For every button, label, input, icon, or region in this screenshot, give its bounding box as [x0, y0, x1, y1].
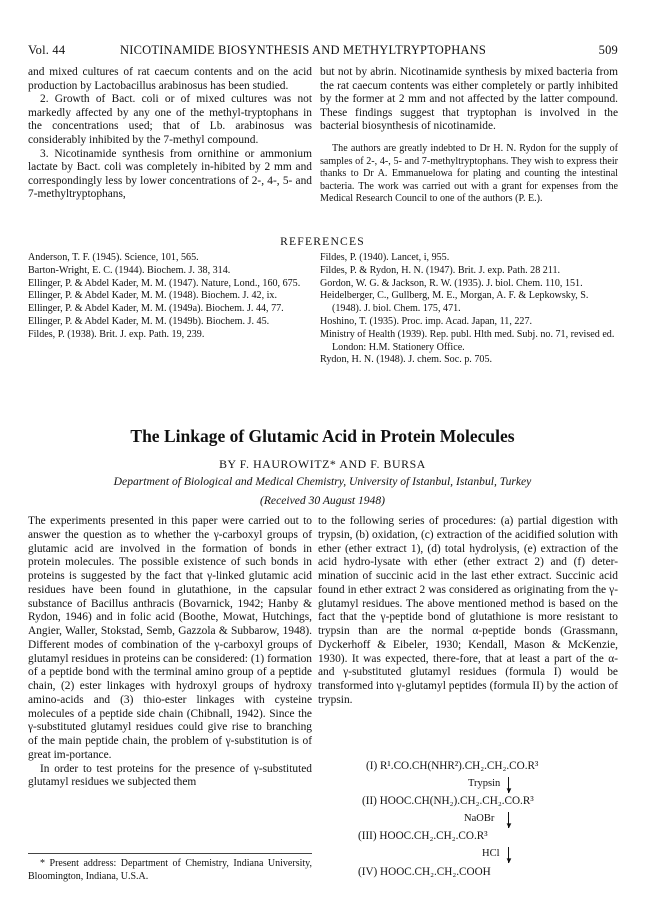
footnote-rule	[28, 853, 312, 854]
body-paragraph: The experiments presented in this paper were carried out to answer the question as to whether the γ-carboxyl groups of glutamic acid are involved in the formation of bonds in protein molecules. The possible existence of such bonds in proteins is suggested by the fact that γ-linked glutamic acid residues have been found in glutathione, in the capsular substance of Bacillus anthracis (Bovarnick, 1942; Hanby & Rydon, 1946) and in folic acid (Boothe, Mowat, Hutchings, Angier, Waller, Stokstad, Semb, Gazzola & Subbarow, 1948). Different modes of combination of the γ-carboxyl groups of glutamyl residues in proteins can be considered: (1) formation of a peptide bond with the terminal amino group of a peptide chain, (2) ester linkages with hydroxyl groups of hydroxy amino-acids and (3) thio-ester linkages with cysteine molecules of a peptide side chain (Chibnall, 1942). Since the γ-substituted glutamyl residues could give rise to branching of the main peptide chain, the problem of γ-substitution is of great im-portance.	[28, 515, 312, 761]
reaction-arrow: ▼	[508, 777, 509, 793]
received-date: (Received 30 August 1948)	[259, 494, 386, 507]
author-affiliation: Department of Biological and Medical Chemistry, University of Istanbul, Istanbul, Turkey	[113, 475, 532, 488]
formula-i: (I) R¹.CO.CH(NHR²).CH₂.CH₂.CO.R³	[366, 760, 539, 772]
reference-entry: Hoshino, T. (1935). Proc. imp. Acad. Japan, 11, 227.	[320, 315, 533, 327]
author-byline: BY F. HAUROWITZ* AND F. BURSA	[219, 457, 426, 471]
body-paragraph: In order to test proteins for the presence of γ-substituted glutamyl residues we subjected them	[28, 762, 312, 789]
previous-article-right-column	[320, 66, 618, 206]
reference-entry: Gordon, W. G. & Jackson, R. W. (1935). J. biol. Chem. 110, 151.	[320, 277, 583, 289]
running-title: NICOTINAMIDE BIOSYNTHESIS AND METHYLTRYPTOPHANS	[120, 43, 487, 57]
summary-paragraph: 2. Growth of Bact. coli or of mixed cultures was not markedly affected by any one of the methyl-tryptophans in the concentrations used; that of Lb. arabinosus was considerably inhibited by the 7-methyl compound.	[28, 93, 312, 146]
acknowledgement: The authors are greatly indebted to Dr H. N. Rydon for the supply of samples of 2-, 4-, 5- and 7-methyltryptophans. They wish to express their thanks to Dr A. Emmanuelowa for plating and counting the intestinal bacteria. The work was carried out with a grant for expenses from the Medical Research Council to one of the authors (P. E.).	[320, 142, 618, 205]
page-number: 509	[598, 43, 618, 57]
volume-number: Vol. 44	[28, 43, 66, 57]
body-paragraph: to the following series of procedures: (a) partial digestion with trypsin, (b) oxidation, (c) extraction of the acidified solution with ether (ether extract 1), (d) total hydrolysis, (e) extraction of the acid hydro-lysate with ether (ether extract 2) and (f) deter-mination of succinic acid in the last ether extract. Succinic acid found in ether extract 2 was considered as originating from the γ-glutamyl residues. The above mentioned method is based on the fact that the γ-peptide bond of glutathione is more resistant to trypsin than are the normal α-peptide bonds (Grassmann, Dyckerhoff & Eibeler, 1930; Kendall, Mason & McKenzie, 1930). It was expected, there-fore, that at least a part of the α- and γ-substituted glutamyl residues (formula I) would be transformed into γ-glutamyl peptides (formula II) by the action of trypsin.	[318, 515, 618, 706]
reference-entry: Fildes, P. (1938). Brit. J. exp. Path. 19, 239.	[28, 328, 205, 340]
summary-paragraph: and mixed cultures of rat caecum contents and on the acid production by Lactobacillus arabinosus has been studied.	[28, 66, 312, 92]
formula-iv: (IV) HOOC.CH₂.CH₂.COOH	[358, 866, 491, 878]
article-right-column	[318, 515, 618, 708]
reference-entry: Fildes, P. & Rydon, H. N. (1947). Brit. J. exp. Path. 28 211.	[320, 264, 561, 276]
reference-entry: Ellinger, P. & Abdel Kader, M. M. (1949b). Biochem. J. 45.	[28, 315, 270, 327]
footnote-text: * Present address: Department of Chemistry, Indiana University, Bloomington, Indiana, U.S.A.	[28, 858, 312, 882]
reference-entry: Anderson, T. F. (1945). Science, 101, 565.	[28, 252, 199, 263]
summary-paragraph: but not by abrin. Nicotinamide synthesis by mixed bacteria from the rat caecum contents was either completely or partly inhibited by the former at 2 mm and not affected by the latter compound. These findings suggest that tryptophan is involved in the bacterial biosynthesis of nicotinamide.	[320, 66, 618, 133]
footnote	[28, 858, 312, 883]
references-heading: REFERENCES	[280, 235, 365, 248]
reaction-arrow: ▼	[508, 847, 509, 863]
article-title: The Linkage of Glutamic Acid in Protein Molecules	[130, 426, 515, 446]
running-head	[28, 43, 618, 59]
references-right-column	[320, 252, 618, 367]
summary-paragraph: 3. Nicotinamide synthesis from ornithine or ammonium lactate by Bact. coli was completely in-hibited by 2 mm and correspondingly less by lower concentrations of 2-, 4-, 5- and 7-methyltryptophans,	[28, 147, 312, 201]
reference-entry: Ellinger, P. & Abdel Kader, M. M. (1947). Nature, Lond., 160, 675.	[28, 277, 301, 289]
previous-article-left-column	[28, 66, 312, 202]
reaction-arrow: ▼	[508, 812, 509, 828]
reagent-hcl: HCl	[482, 848, 500, 859]
reagent-naobr: NaOBr	[464, 813, 495, 824]
reagent-trypsin: Trypsin	[468, 778, 501, 789]
formula-ii: (II) HOOC.CH(NH₂).CH₂.CH₂.CO.R³	[362, 795, 534, 807]
reference-entry: Ministry of Health (1939). Rep. publ. Hlth med. Subj. no. 71, revised ed. London: H.M. Stationery Office.	[320, 328, 615, 353]
reference-entry: Ellinger, P. & Abdel Kader, M. M. (1948). Biochem. J. 42, ix.	[28, 290, 277, 302]
reference-entry: Heidelberger, C., Gullberg, M. E., Morgan, A. F. & Lepkowsky, S. (1948). J. biol. Chem. 175, 471.	[320, 290, 589, 315]
reference-entry: Fildes, P. (1940). Lancet, i, 955.	[320, 252, 450, 263]
article-left-column	[28, 515, 312, 790]
formula-iii: (III) HOOC.CH₂.CH₂.CO.R³	[358, 830, 488, 842]
reference-entry: Ellinger, P. & Abdel Kader, M. M. (1949a). Biochem. J. 44, 77.	[28, 303, 284, 315]
reference-entry: Barton-Wright, E. C. (1944). Biochem. J. 38, 314.	[28, 264, 231, 276]
reference-entry: Rydon, H. N. (1948). J. chem. Soc. p. 705.	[320, 354, 493, 366]
references-left-column	[28, 252, 314, 342]
